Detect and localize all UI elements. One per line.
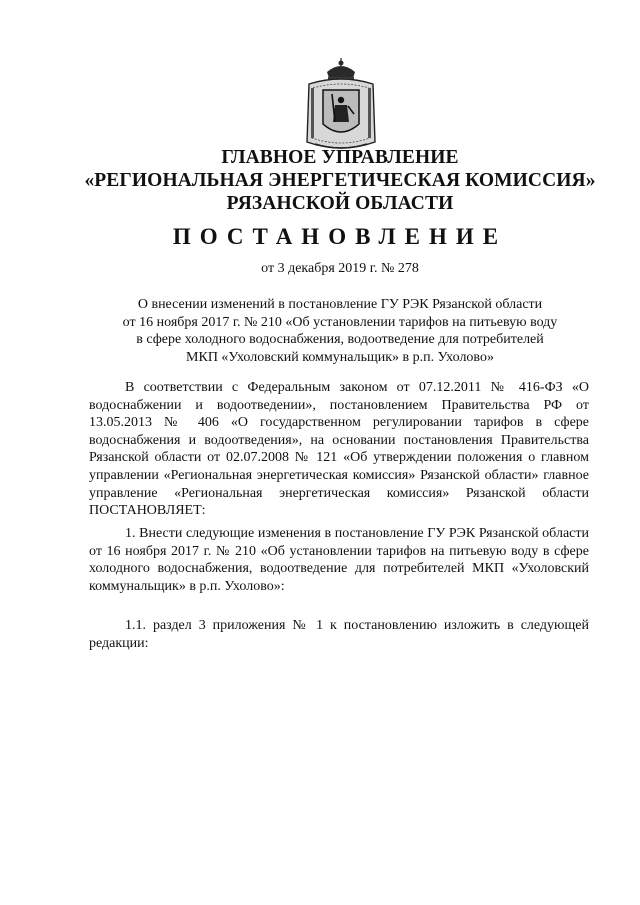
subject-line: О внесении изменений в постановление ГУ РЭК Рязанской области xyxy=(137,297,543,312)
agency-name-line-2: «РЕГИОНАЛЬНАЯ ЭНЕРГЕТИЧЕСКАЯ КОМИССИЯ» xyxy=(84,170,596,191)
document-type-title: ПОСТАНОВЛЕНИЕ xyxy=(172,224,508,249)
document-subject xyxy=(60,296,620,366)
item-1-paragraph: 1. Внести следующие изменения в постановление ГУ РЭК Рязанской области от 16 ноября 2017 г. № 210 «Об установлении тарифов на питьевую воду в сфере холодного водоснабжения, водоотведение для потребителей МКП «Ухоловский коммунальщик» в р.п. Ухолово»: xyxy=(89,526,589,594)
document-date-number: от 3 декабря 2019 г. № 278 xyxy=(261,261,419,276)
subject-line: от 16 ноября 2017 г. № 210 «Об установлении тарифов на питьевую воду xyxy=(122,314,558,330)
subject-line: в сфере холодного водоснабжения, водоотведение для потребителей xyxy=(136,332,544,348)
coat-of-arms-icon xyxy=(299,58,383,154)
item-1-1-paragraph: 1.1. раздел 3 приложения № 1 к постановлению изложить в следующей редакции: xyxy=(89,618,589,651)
subject-line: МКП «Ухоловский коммунальщик» в р.п. Ухолово» xyxy=(186,349,494,365)
preamble-paragraph: В соответствии с Федеральным законом от 07.12.2011 № 416-ФЗ «О водоснабжении и водоотведении», постановлением Правительства РФ от 13.05.2013 № 406 «О государственном регулировании тарифов в сфере водоснабжения и водоотведения», на основании постановления Правительства Рязанской области от 02.07.2008 № 121 «Об утверждении положения о главном управлении «Региональная энергетическая комиссия» Рязанской области» главное управление «Региональная энергетическая комиссия» Рязанской области ПОСТАНОВЛЯЕТ: xyxy=(89,380,589,519)
agency-name-line-3: РЯЗАНСКОЙ ОБЛАСТИ xyxy=(226,193,454,214)
agency-name-line-1: ГЛАВНОЕ УПРАВЛЕНИЕ xyxy=(221,147,459,168)
